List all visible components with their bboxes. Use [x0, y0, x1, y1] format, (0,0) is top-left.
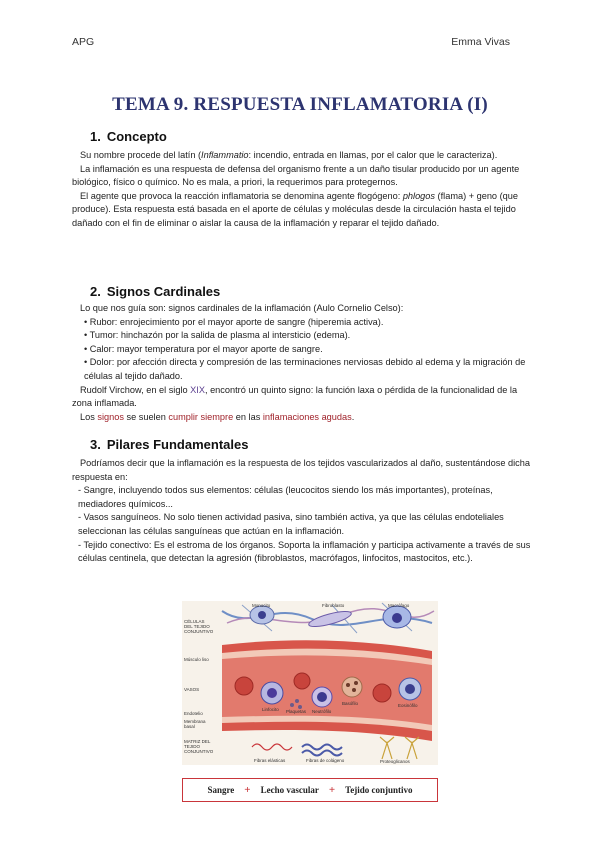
header-right: Emma Vivas [451, 36, 510, 48]
section-2-title: Signos Cardinales [106, 284, 221, 299]
label-proteoglicanos: Proteoglicanos [380, 759, 410, 764]
caption-tejido: Tejido conjuntivo [345, 785, 413, 795]
label-plaquetas: Plaquetas [286, 709, 307, 714]
s1-paragraph-1: Su nombre procede del latín (Inflammatio: incendio, entrada en llamas, por el calor que le caracteriza). [80, 150, 498, 160]
label-neutrofilo: Neutrófilo [312, 709, 332, 714]
s1-paragraph-2: La inflamación es una respuesta de defensa del organismo frente a un daño tisular producido por un agente biológico, físico o químico. No es mala, a priori, la requerimos para protegernos. [72, 163, 520, 188]
section-2-body [72, 302, 532, 424]
label-matriz: MATRIZ DEL TEJIDO CONJUNTIVO [184, 739, 214, 754]
section-2-number: 2. [90, 284, 101, 299]
caption-plus-2: + [328, 784, 336, 796]
label-endotelio: Endotelio [184, 711, 203, 716]
s2-last: Los signos se suelen cumplir siempre en las inflamaciones agudas. [80, 411, 355, 422]
section-1-title: Concepto [106, 129, 167, 144]
figure-caption [182, 778, 438, 802]
section-1-body [72, 149, 532, 231]
label-fibras-elasticas: Fibras elásticas [254, 758, 286, 763]
section-3-heading [90, 437, 248, 452]
section-1-number: 1. [90, 129, 101, 144]
s3-intro: Podríamos decir que la inflamación es la respuesta de los tejidos vascularizados al daño, sustentándose dicha respuesta en: [72, 458, 530, 482]
label-basofilo: Basófilo [342, 701, 359, 706]
inflammation-figure [182, 601, 438, 765]
label-macrofago: Macrófago [388, 603, 410, 608]
s3-item-tejido: - Tejido conectivo: Es el estroma de los órganos. Soporta la inflamación y participa activamente a través de sus células centinela, que detectan la agresión (fibroblastos, macrófagos, linfocitos, mastocitos, etc.). [78, 539, 531, 564]
page-title: TEMA 9. RESPUESTA INFLAMATORIA (I) [112, 94, 488, 115]
s1-paragraph-3: El agente que provoca la reacción inflamatoria se denomina agente flogógeno: phlogos (flama) + geno (que produce). Esta respuesta está basada en el aporte de células y moléculas desde la circulación hasta el tejido dañado con el fin de eliminar o aislar la causa de la inflamación y reparar el tejido dañado. [72, 190, 518, 228]
label-eosinofilo: Eosinófilo [398, 703, 418, 708]
section-3-number: 3. [90, 437, 101, 452]
s3-item-vasos: - Vasos sanguíneos. No solo tienen actividad pasiva, sino también activa, ya que las células endoteliales seleccionan las células sanguíneas que actúan en la inflamación. [78, 512, 504, 536]
section-2-heading [90, 284, 220, 299]
label-membrana: Membrana basal [184, 719, 206, 729]
label-musculo: Músculo liso [184, 657, 209, 662]
s2-item-rubor: • Rubor: enrojecimiento por el mayor aporte de sangre (hiperemia activa). [84, 316, 384, 327]
section-1-heading [90, 129, 167, 144]
label-linfocito: Linfocito [262, 707, 279, 712]
section-3-title: Pilares Fundamentales [106, 437, 249, 452]
label-celulas: CÉLULAS DEL TEJIDO CONJUNTIVO [184, 619, 214, 634]
section-3-body [72, 457, 532, 566]
caption-plus-1: + [244, 784, 251, 796]
s2-intro: Lo que nos guía son: signos cardinales de la inflamación (Aulo Cornelio Celso): [80, 303, 404, 313]
s3-item-sangre: - Sangre, incluyendo todos sus elementos: células (leucocitos siendo los más importantes), proteínas, mediadores químicos... [78, 485, 493, 509]
vessel-illustration [182, 601, 438, 765]
header-left: APG [72, 36, 95, 48]
label-monocito: Monocito [252, 603, 271, 608]
s2-item-dolor: • Dolor: por afección directa y compresión de las terminaciones nerviosas debido al edema y la migración de células al tejido dañado. [84, 357, 526, 381]
label-fibras-colageno: Fibras de colágeno [306, 758, 345, 763]
label-fibroblasto: Fibroblasto [322, 603, 345, 608]
s2-item-tumor: • Tumor: hinchazón por la salida de plasma al intersticio (edema). [84, 330, 351, 341]
caption-lecho: Lecho vascular [260, 785, 319, 795]
s2-item-calor: • Calor: mayor temperatura por el mayor aporte de sangre. [84, 343, 323, 354]
s2-virchow: Rudolf Virchow, en el siglo XIX, encontró un quinto signo: la función laxa o pérdida de la funcionalidad de la zona inflamada. [72, 384, 518, 409]
caption-sangre: Sangre [207, 785, 235, 795]
label-vasos: VASOS [184, 687, 200, 692]
